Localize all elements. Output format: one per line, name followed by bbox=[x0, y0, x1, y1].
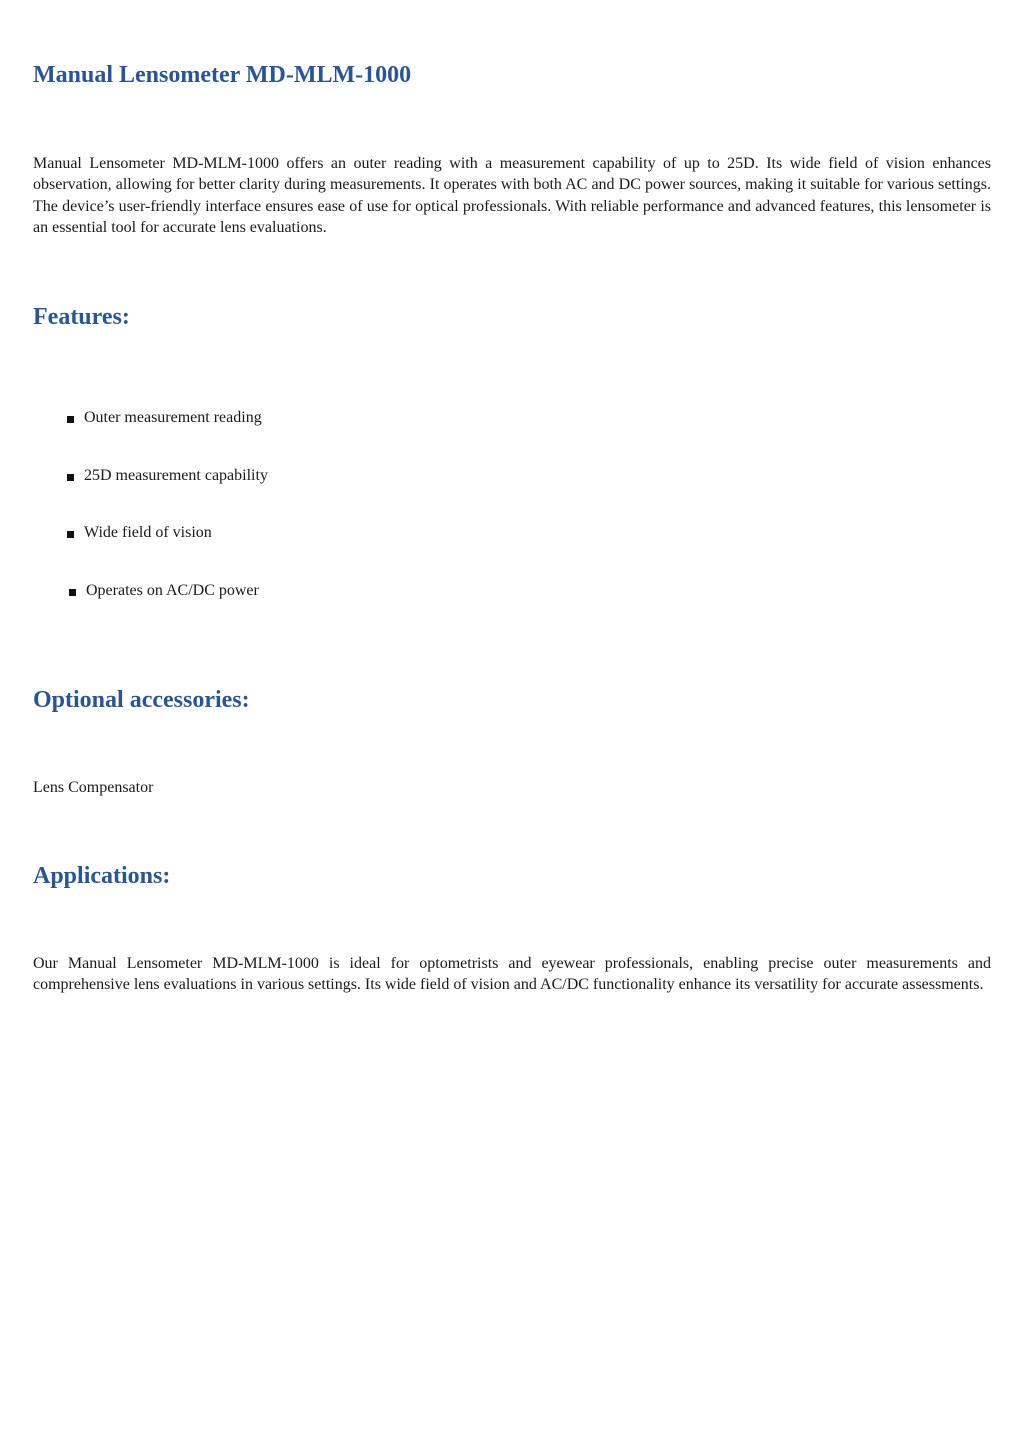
list-item bbox=[67, 409, 268, 467]
list-item bbox=[67, 467, 268, 525]
features-list bbox=[67, 409, 268, 640]
page-title: Manual Lensometer MD-MLM-1000 bbox=[33, 62, 412, 88]
list-item bbox=[67, 524, 268, 582]
feature-text: Outer measurement reading bbox=[84, 409, 262, 426]
applications-paragraph: Our Manual Lensometer MD-MLM-1000 is ideal for optometrists and eyewear professionals, enabling precise outer measurements and comprehensive lens evaluations in various settings. Its wide field of vision and AC/DC functionality enhance its versatility for accurate assessments. bbox=[33, 955, 991, 994]
square-bullet-icon bbox=[67, 531, 74, 538]
applications-heading: Applications: bbox=[33, 863, 171, 889]
accessory-text: Lens Compensator bbox=[33, 779, 154, 796]
feature-text: Operates on AC/DC power bbox=[86, 582, 259, 600]
square-bullet-icon bbox=[67, 474, 74, 481]
feature-text: 25D measurement capability bbox=[84, 466, 268, 484]
accessories-heading: Optional accessories: bbox=[33, 687, 250, 713]
intro-paragraph: Manual Lensometer MD-MLM-1000 offers an outer reading with a measurement capability of up to 25D. Its wide field of vision enhances observation, allowing for better clarity during measurements. It operates with both AC and DC power sources, making it suitable for various settings. The device’s user-friendly interface ensures ease of use for optical professionals. With reliable performance and advanced features, this lensometer is an essential tool for accurate lens evaluations. bbox=[33, 155, 991, 236]
feature-text: Wide field of vision bbox=[84, 524, 212, 542]
list-item bbox=[67, 582, 268, 640]
square-bullet-icon bbox=[67, 416, 74, 423]
square-bullet-icon bbox=[69, 589, 76, 596]
features-heading: Features: bbox=[33, 304, 130, 330]
